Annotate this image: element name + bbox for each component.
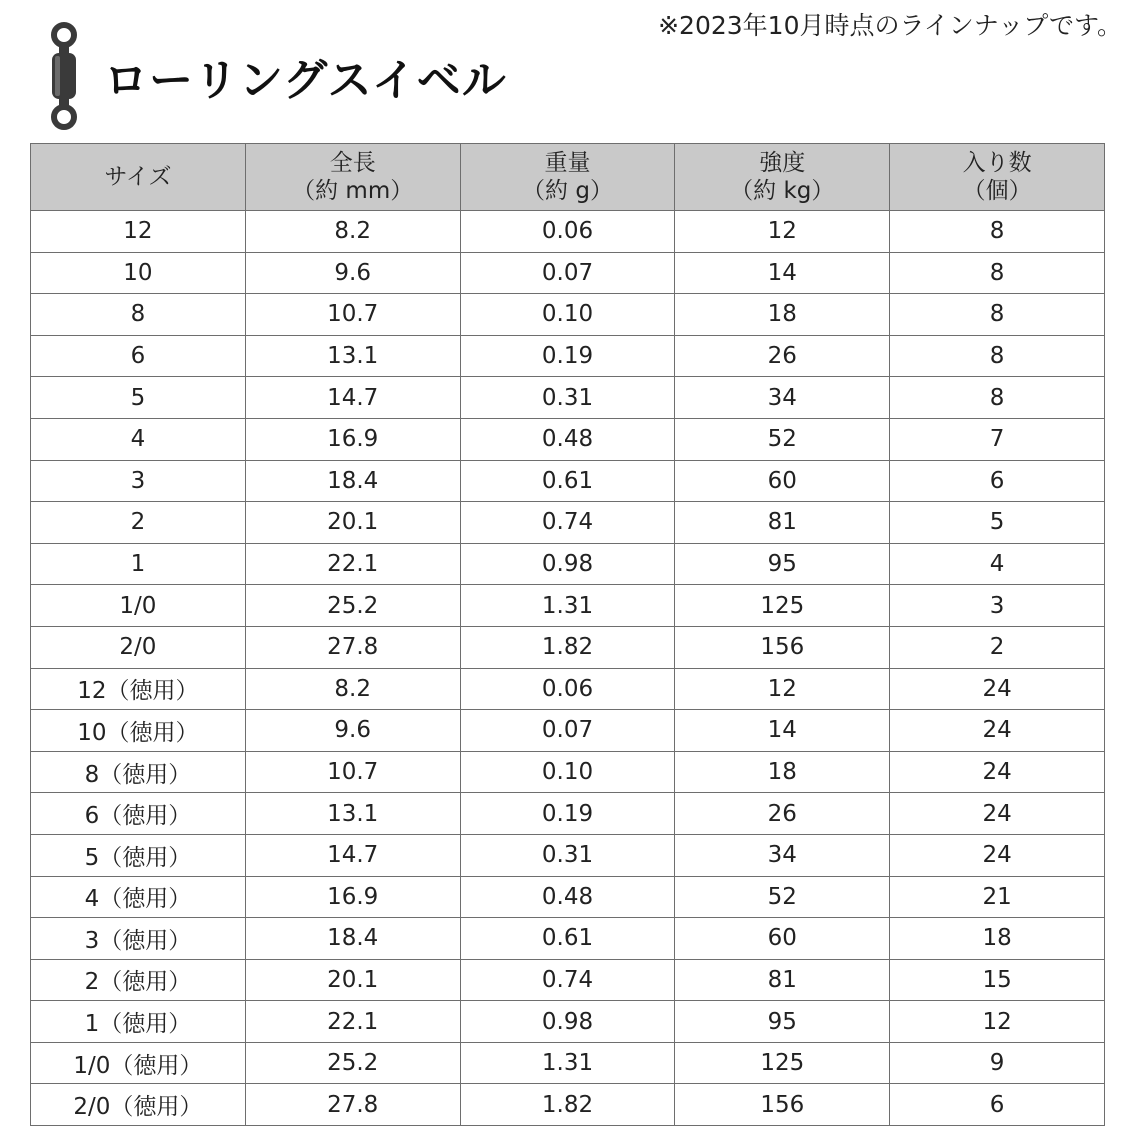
- cell-quantity: 24: [890, 668, 1105, 710]
- cell-strength: 52: [675, 876, 890, 918]
- cell-quantity: 5: [890, 502, 1105, 544]
- cell-quantity: 24: [890, 751, 1105, 793]
- cell-size: 2（徳用）: [31, 959, 246, 1001]
- cell-weight: 1.31: [460, 585, 675, 627]
- table-header-row: [31, 144, 1105, 211]
- cell-strength: 156: [675, 626, 890, 668]
- header-length: [245, 144, 460, 211]
- cell-length: 25.2: [245, 585, 460, 627]
- cell-length: 18.4: [245, 460, 460, 502]
- cell-weight: 1.82: [460, 1084, 675, 1126]
- table-row: [31, 876, 1105, 918]
- table-row: [31, 211, 1105, 253]
- table-row: [31, 543, 1105, 585]
- cell-length: 18.4: [245, 918, 460, 960]
- table-body: [31, 211, 1105, 1126]
- cell-length: 20.1: [245, 959, 460, 1001]
- cell-strength: 95: [675, 543, 890, 585]
- cell-strength: 81: [675, 502, 890, 544]
- cell-length: 27.8: [245, 1084, 460, 1126]
- cell-quantity: 2: [890, 626, 1105, 668]
- table-row: [31, 626, 1105, 668]
- spec-table: [30, 143, 1105, 1126]
- table-row: [31, 418, 1105, 460]
- cell-strength: 14: [675, 252, 890, 294]
- cell-strength: 125: [675, 585, 890, 627]
- cell-quantity: 21: [890, 876, 1105, 918]
- cell-length: 8.2: [245, 668, 460, 710]
- product-title: ローリングスイベル: [104, 55, 507, 106]
- cell-quantity: 8: [890, 377, 1105, 419]
- cell-weight: 0.07: [460, 252, 675, 294]
- cell-size: 2: [31, 502, 246, 544]
- cell-size: 1/0: [31, 585, 246, 627]
- cell-quantity: 8: [890, 252, 1105, 294]
- cell-weight: 0.61: [460, 460, 675, 502]
- cell-size: 8（徳用）: [31, 751, 246, 793]
- header-strength-line: 強度: [759, 150, 806, 176]
- cell-length: 16.9: [245, 418, 460, 460]
- cell-size: 5: [31, 377, 246, 419]
- header-size-line: サイズ: [104, 164, 172, 190]
- cell-quantity: 6: [890, 1084, 1105, 1126]
- cell-quantity: 8: [890, 294, 1105, 336]
- cell-length: 9.6: [245, 252, 460, 294]
- cell-quantity: 3: [890, 585, 1105, 627]
- table-row: [31, 710, 1105, 752]
- cell-length: 10.7: [245, 751, 460, 793]
- cell-size: 5（徳用）: [31, 834, 246, 876]
- cell-strength: 60: [675, 460, 890, 502]
- cell-size: 1（徳用）: [31, 1001, 246, 1043]
- cell-quantity: 6: [890, 460, 1105, 502]
- cell-quantity: 12: [890, 1001, 1105, 1043]
- cell-strength: 12: [675, 211, 890, 253]
- cell-length: 14.7: [245, 834, 460, 876]
- cell-size: 2/0（徳用）: [31, 1084, 246, 1126]
- cell-weight: 0.06: [460, 211, 675, 253]
- cell-length: 10.7: [245, 294, 460, 336]
- cell-weight: 0.10: [460, 751, 675, 793]
- table-row: [31, 1001, 1105, 1043]
- cell-length: 13.1: [245, 335, 460, 377]
- cell-quantity: 24: [890, 793, 1105, 835]
- header-strength-line: （約 kg）: [730, 178, 835, 204]
- cell-strength: 18: [675, 294, 890, 336]
- header-weight-line: （約 g）: [522, 178, 613, 204]
- cell-weight: 0.48: [460, 876, 675, 918]
- cell-size: 10（徳用）: [31, 710, 246, 752]
- header-quantity-line: 入り数: [962, 150, 1032, 176]
- cell-length: 20.1: [245, 502, 460, 544]
- cell-size: 12: [31, 211, 246, 253]
- cell-quantity: 15: [890, 959, 1105, 1001]
- cell-strength: 125: [675, 1042, 890, 1084]
- cell-size: 6: [31, 335, 246, 377]
- cell-weight: 0.74: [460, 502, 675, 544]
- cell-length: 27.8: [245, 626, 460, 668]
- table-row: [31, 751, 1105, 793]
- cell-size: 4（徳用）: [31, 876, 246, 918]
- cell-strength: 18: [675, 751, 890, 793]
- header-quantity: [890, 144, 1105, 211]
- cell-weight: 0.19: [460, 335, 675, 377]
- cell-length: 22.1: [245, 1001, 460, 1043]
- table-row: [31, 502, 1105, 544]
- cell-quantity: 7: [890, 418, 1105, 460]
- cell-length: 16.9: [245, 876, 460, 918]
- cell-size: 3（徳用）: [31, 918, 246, 960]
- header-weight: [460, 144, 675, 211]
- cell-weight: 0.10: [460, 294, 675, 336]
- cell-quantity: 8: [890, 211, 1105, 253]
- cell-size: 1: [31, 543, 246, 585]
- cell-weight: 0.31: [460, 377, 675, 419]
- cell-strength: 26: [675, 335, 890, 377]
- cell-strength: 60: [675, 918, 890, 960]
- cell-size: 6（徳用）: [31, 793, 246, 835]
- cell-size: 10: [31, 252, 246, 294]
- table-row: [31, 252, 1105, 294]
- cell-size: 12（徳用）: [31, 668, 246, 710]
- cell-size: 3: [31, 460, 246, 502]
- table-row: [31, 335, 1105, 377]
- cell-strength: 52: [675, 418, 890, 460]
- cell-size: 8: [31, 294, 246, 336]
- cell-length: 9.6: [245, 710, 460, 752]
- header-size: [31, 144, 246, 211]
- table-row: [31, 793, 1105, 835]
- cell-strength: 81: [675, 959, 890, 1001]
- cell-strength: 34: [675, 834, 890, 876]
- table-row: [31, 668, 1105, 710]
- header-length-line: （約 mm）: [292, 178, 414, 204]
- cell-quantity: 9: [890, 1042, 1105, 1084]
- table-row: [31, 377, 1105, 419]
- cell-weight: 0.98: [460, 1001, 675, 1043]
- cell-strength: 156: [675, 1084, 890, 1126]
- rolling-swivel-icon: [40, 20, 88, 132]
- cell-quantity: 24: [890, 710, 1105, 752]
- cell-weight: 0.61: [460, 918, 675, 960]
- cell-quantity: 4: [890, 543, 1105, 585]
- cell-strength: 34: [675, 377, 890, 419]
- cell-strength: 95: [675, 1001, 890, 1043]
- table-row: [31, 585, 1105, 627]
- cell-length: 22.1: [245, 543, 460, 585]
- cell-size: 1/0（徳用）: [31, 1042, 246, 1084]
- cell-quantity: 18: [890, 918, 1105, 960]
- cell-weight: 1.82: [460, 626, 675, 668]
- cell-quantity: 24: [890, 834, 1105, 876]
- cell-weight: 0.98: [460, 543, 675, 585]
- cell-weight: 0.48: [460, 418, 675, 460]
- header-length-line: 全長: [329, 150, 376, 176]
- cell-weight: 0.06: [460, 668, 675, 710]
- cell-weight: 0.07: [460, 710, 675, 752]
- table-row: [31, 959, 1105, 1001]
- cell-size: 4: [31, 418, 246, 460]
- header-strength: [675, 144, 890, 211]
- cell-weight: 0.31: [460, 834, 675, 876]
- cell-length: 14.7: [245, 377, 460, 419]
- cell-length: 25.2: [245, 1042, 460, 1084]
- table-row: [31, 460, 1105, 502]
- table-row: [31, 294, 1105, 336]
- table-row: [31, 1084, 1105, 1126]
- cell-weight: 0.74: [460, 959, 675, 1001]
- cell-strength: 26: [675, 793, 890, 835]
- cell-quantity: 8: [890, 335, 1105, 377]
- cell-length: 13.1: [245, 793, 460, 835]
- product-header: [40, 20, 507, 132]
- table-row: [31, 1042, 1105, 1084]
- cell-strength: 12: [675, 668, 890, 710]
- cell-weight: 1.31: [460, 1042, 675, 1084]
- cell-size: 2/0: [31, 626, 246, 668]
- table-row: [31, 834, 1105, 876]
- header-weight-line: 重量: [544, 150, 591, 176]
- header-quantity-line: （個）: [962, 178, 1032, 204]
- table-row: [31, 918, 1105, 960]
- cell-length: 8.2: [245, 211, 460, 253]
- cell-strength: 14: [675, 710, 890, 752]
- lineup-date-note: ※2023年10月時点のラインナップです。: [658, 11, 1122, 40]
- cell-weight: 0.19: [460, 793, 675, 835]
